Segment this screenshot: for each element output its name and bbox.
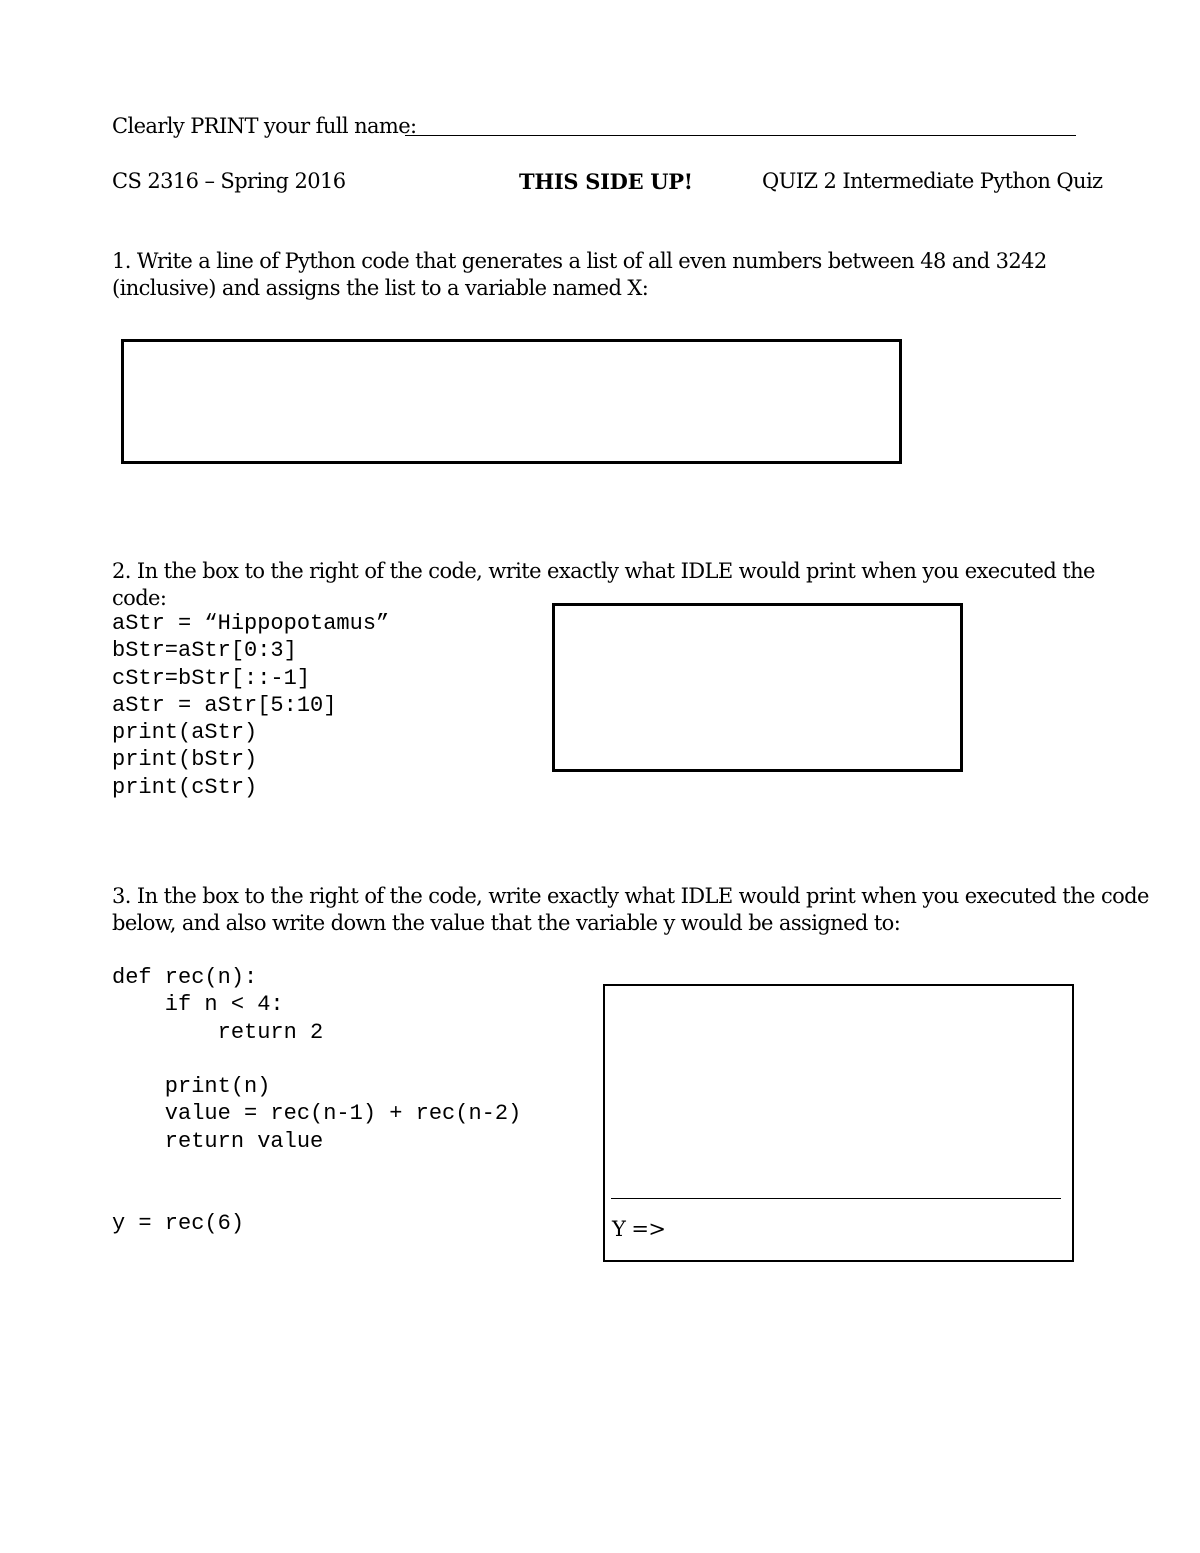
name-blank-line[interactable] — [405, 135, 1076, 136]
code-line: print(cStr) — [112, 774, 258, 800]
y-answer-label: Y => — [612, 1217, 666, 1241]
q1-text-line2: (inclusive) and assigns the list to a variable named X: — [112, 276, 649, 300]
code-line: def rec(n): — [112, 965, 258, 990]
q2-answer-box[interactable] — [552, 603, 963, 772]
q1-text-line1: 1. Write a line of Python code that generates a list of all even numbers between 48 and 3242 — [112, 249, 1047, 273]
q2-text-line1: 2. In the box to the right of the code, write exactly what IDLE would print when you executed the — [112, 559, 1095, 583]
code-line: y = rec(6) — [112, 1210, 245, 1236]
code-line — [112, 1182, 521, 1209]
quiz-title: QUIZ 2 Intermediate Python Quiz — [762, 169, 1103, 193]
this-side-up-notice: THIS SIDE UP! — [519, 169, 693, 194]
q2-code-block — [112, 610, 389, 801]
code-line: print(n) — [112, 1074, 271, 1100]
code-line — [112, 1046, 521, 1073]
q1-answer-box[interactable] — [121, 339, 902, 464]
q3-answer-box[interactable] — [603, 984, 1074, 1262]
code-line: if n < 4: — [112, 992, 284, 1018]
code-line: aStr = aStr[5:10] — [112, 692, 337, 718]
q3-answer-divider — [611, 1198, 1061, 1199]
q3-text-line2: below, and also write down the value that the variable y would be assigned to: — [112, 911, 901, 935]
code-line: bStr=aStr[0:3] — [112, 638, 297, 664]
code-line: aStr = “Hippopotamus” — [112, 611, 390, 636]
name-prompt: Clearly PRINT your full name: — [112, 114, 417, 138]
q2-text-line2: code: — [112, 586, 167, 610]
code-line: return value — [112, 1128, 324, 1154]
q3-text-line1: 3. In the box to the right of the code, write exactly what IDLE would print when you executed the code — [112, 884, 1149, 908]
q3-code-block — [112, 964, 521, 1237]
code-line: cStr=bStr[::-1] — [112, 665, 311, 691]
code-line: print(bStr) — [112, 747, 258, 773]
course-label: CS 2316 – Spring 2016 — [112, 169, 346, 193]
code-line: value = rec(n-1) + rec(n-2) — [112, 1101, 522, 1127]
code-line: return 2 — [112, 1019, 324, 1045]
code-line — [112, 1155, 521, 1182]
code-line: print(aStr) — [112, 720, 258, 746]
